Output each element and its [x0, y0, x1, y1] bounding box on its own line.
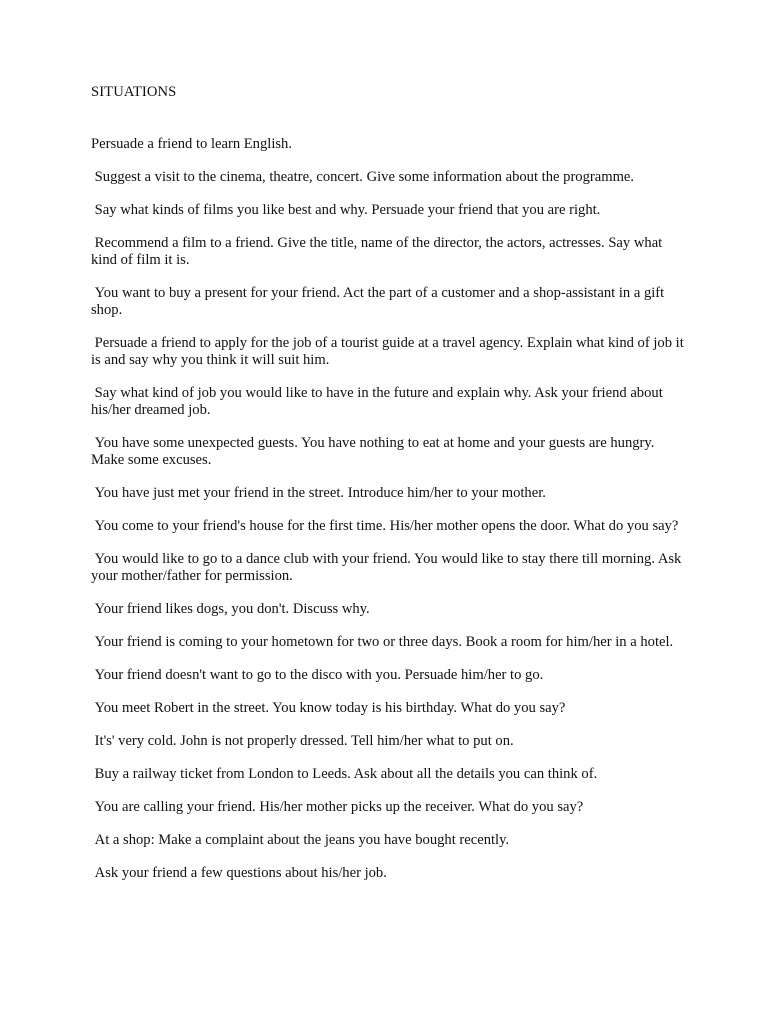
- situation-item: You would like to go to a dance club with your friend. You would like to stay there till morning. Ask your mother/father for permission.: [91, 551, 685, 584]
- situation-item: At a shop: Make a complaint about the jeans you have bought recently.: [91, 832, 510, 848]
- situation-item: Persuade a friend to apply for the job of a tourist guide at a travel agency. Explain what kind of job it is and say why you think it will suit him.: [91, 335, 688, 368]
- situation-item: You want to buy a present for your friend. Act the part of a customer and a shop-assistant in a gift shop.: [91, 285, 668, 318]
- situation-item: You come to your friend's house for the first time. His/her mother opens the door. What do you say?: [91, 518, 679, 534]
- situation-item: It's' very cold. John is not properly dressed. Tell him/her what to put on.: [91, 733, 514, 749]
- document-title: SITUATIONS: [91, 84, 177, 100]
- situation-item: Ask your friend a few questions about his/her job.: [91, 865, 387, 881]
- situation-item: Suggest a visit to the cinema, theatre, concert. Give some information about the programme.: [91, 169, 635, 185]
- situation-item: You meet Robert in the street. You know today is his birthday. What do you say?: [91, 700, 566, 716]
- situation-item: Buy a railway ticket from London to Leeds. Ask about all the details you can think of.: [91, 766, 598, 782]
- situation-item: Your friend likes dogs, you don't. Discuss why.: [91, 601, 370, 617]
- situation-item: You have some unexpected guests. You have nothing to eat at home and your guests are hungry. Make some excuses.: [91, 435, 659, 468]
- situation-item: You are calling your friend. His/her mother picks up the receiver. What do you say?: [91, 799, 584, 815]
- situation-item: Your friend doesn't want to go to the disco with you. Persuade him/her to go.: [91, 667, 544, 683]
- situation-item: Recommend a film to a friend. Give the title, name of the director, the actors, actresses. Say what kind of film it is.: [91, 235, 666, 268]
- situation-item: Persuade a friend to learn English.: [91, 136, 293, 152]
- situation-list: [91, 136, 688, 882]
- situation-item: Say what kinds of films you like best and why. Persuade your friend that you are right.: [91, 202, 601, 218]
- situation-item: Your friend is coming to your hometown for two or three days. Book a room for him/her in a hotel.: [91, 634, 674, 650]
- situation-item: Say what kind of job you would like to have in the future and explain why. Ask your friend about his/her dreamed job.: [91, 385, 667, 418]
- situation-item: You have just met your friend in the street. Introduce him/her to your mother.: [91, 485, 546, 501]
